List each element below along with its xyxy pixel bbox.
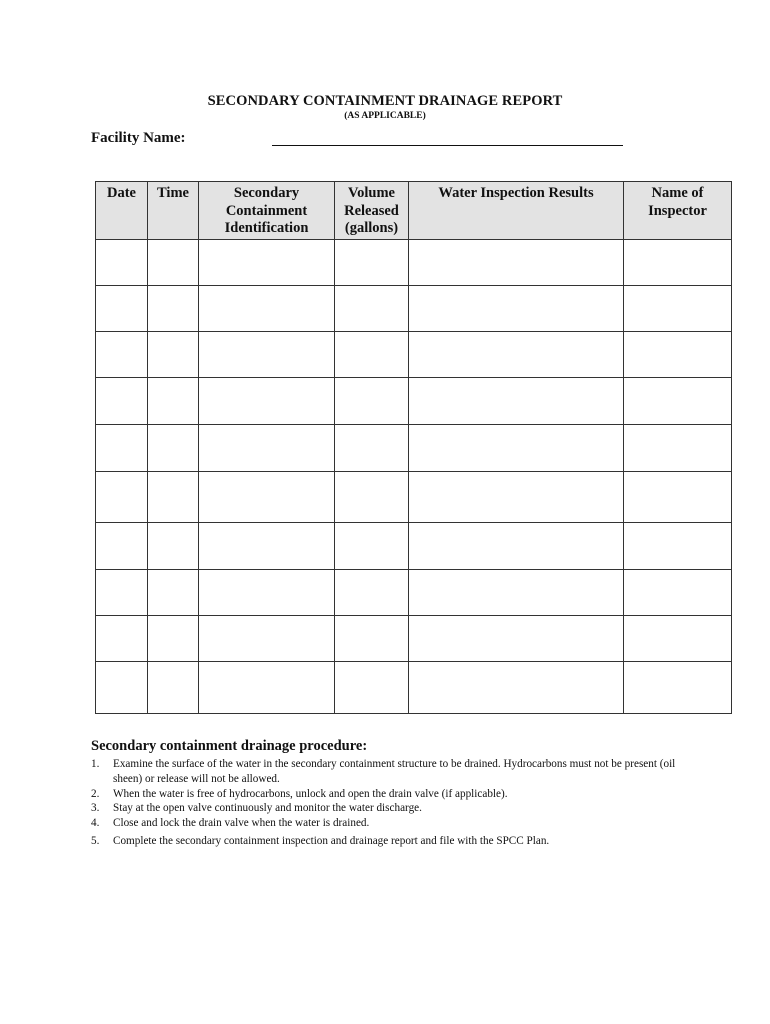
cell-volume[interactable]: [335, 240, 409, 286]
cell-containment-id[interactable]: [199, 662, 335, 714]
cell-results[interactable]: [409, 425, 624, 472]
cell-date[interactable]: [96, 472, 148, 523]
step-text: Complete the secondary containment inspection and drainage report and file with the SPCC Plan.: [113, 834, 550, 847]
step-text: Stay at the open valve continuously and monitor the water discharge.: [113, 802, 422, 815]
table-row: [96, 523, 732, 570]
cell-inspector[interactable]: [624, 523, 732, 570]
cell-volume[interactable]: [335, 662, 409, 714]
procedure-step: [91, 787, 691, 802]
procedure-section: [91, 738, 691, 849]
report-subtitle: (AS APPLICABLE): [344, 111, 426, 121]
cell-volume[interactable]: [335, 472, 409, 523]
cell-volume[interactable]: [335, 286, 409, 332]
cell-results[interactable]: [409, 332, 624, 378]
cell-volume[interactable]: [335, 570, 409, 616]
step-number: 5.: [91, 834, 100, 847]
cell-containment-id[interactable]: [199, 570, 335, 616]
cell-volume[interactable]: [335, 378, 409, 425]
column-header-date: Date: [96, 182, 148, 240]
cell-containment-id[interactable]: [199, 378, 335, 425]
cell-results[interactable]: [409, 523, 624, 570]
step-number: 1.: [91, 758, 100, 770]
cell-date[interactable]: [96, 616, 148, 662]
cell-inspector[interactable]: [624, 332, 732, 378]
cell-volume[interactable]: [335, 425, 409, 472]
cell-results[interactable]: [409, 378, 624, 425]
cell-containment-id[interactable]: [199, 240, 335, 286]
procedure-steps: [91, 757, 691, 849]
cell-inspector[interactable]: [624, 286, 732, 332]
cell-containment-id[interactable]: [199, 472, 335, 523]
table-row: [96, 472, 732, 523]
table-row: [96, 286, 732, 332]
step-number: 4.: [91, 817, 100, 830]
cell-time[interactable]: [148, 425, 199, 472]
table-row: [96, 378, 732, 425]
cell-inspector[interactable]: [624, 472, 732, 523]
step-text: When the water is free of hydrocarbons, unlock and open the drain valve (if applicable).: [113, 787, 508, 800]
cell-inspector[interactable]: [624, 378, 732, 425]
cell-results[interactable]: [409, 472, 624, 523]
cell-volume[interactable]: [335, 616, 409, 662]
cell-time[interactable]: [148, 570, 199, 616]
step-text: Examine the surface of the water in the secondary containment structure to be drained. Hydrocarbons must not be present (oil sheen) or release will not be allowed.: [113, 758, 676, 785]
cell-inspector[interactable]: [624, 662, 732, 714]
table-row: [96, 425, 732, 472]
cell-containment-id[interactable]: [199, 523, 335, 570]
table-row: [96, 616, 732, 662]
cell-time[interactable]: [148, 616, 199, 662]
procedure-step: [91, 801, 691, 816]
procedure-heading: Secondary containment drainage procedure:: [91, 738, 368, 754]
cell-containment-id[interactable]: [199, 425, 335, 472]
cell-time[interactable]: [148, 472, 199, 523]
column-header-inspector: Name of Inspector: [624, 182, 732, 240]
cell-results[interactable]: [409, 286, 624, 332]
cell-results[interactable]: [409, 570, 624, 616]
cell-time[interactable]: [148, 240, 199, 286]
report-title: SECONDARY CONTAINMENT DRAINAGE REPORT: [207, 93, 563, 109]
column-header-time: Time: [148, 182, 199, 240]
cell-time[interactable]: [148, 662, 199, 714]
cell-date[interactable]: [96, 332, 148, 378]
cell-containment-id[interactable]: [199, 332, 335, 378]
cell-time[interactable]: [148, 286, 199, 332]
cell-inspector[interactable]: [624, 425, 732, 472]
cell-inspector[interactable]: [624, 570, 732, 616]
step-text: Close and lock the drain valve when the water is drained.: [113, 817, 370, 830]
column-header-results: Water Inspection Results: [409, 182, 624, 240]
column-header-containment-id: Secondary Containment Identification: [199, 182, 335, 240]
cell-time[interactable]: [148, 523, 199, 570]
cell-time[interactable]: [148, 332, 199, 378]
table-body: [96, 240, 732, 714]
table-row: [96, 240, 732, 286]
cell-date[interactable]: [96, 570, 148, 616]
cell-containment-id[interactable]: [199, 286, 335, 332]
cell-date[interactable]: [96, 662, 148, 714]
facility-name-field[interactable]: [272, 145, 623, 146]
cell-results[interactable]: [409, 662, 624, 714]
cell-date[interactable]: [96, 286, 148, 332]
cell-date[interactable]: [96, 240, 148, 286]
cell-date[interactable]: [96, 523, 148, 570]
cell-results[interactable]: [409, 616, 624, 662]
drainage-log-table: [95, 181, 732, 714]
cell-volume[interactable]: [335, 523, 409, 570]
cell-volume[interactable]: [335, 332, 409, 378]
step-number: 2.: [91, 787, 100, 800]
table-row: [96, 570, 732, 616]
cell-results[interactable]: [409, 240, 624, 286]
table-row: [96, 332, 732, 378]
procedure-step: [91, 757, 691, 787]
table-header-row: [96, 182, 732, 240]
facility-name-label: Facility Name:: [91, 130, 186, 146]
procedure-step: [91, 834, 691, 849]
cell-containment-id[interactable]: [199, 616, 335, 662]
cell-time[interactable]: [148, 378, 199, 425]
column-header-volume: Volume Released (gallons): [335, 182, 409, 240]
cell-inspector[interactable]: [624, 616, 732, 662]
step-number: 3.: [91, 802, 100, 815]
table-row: [96, 662, 732, 714]
cell-inspector[interactable]: [624, 240, 732, 286]
procedure-step: [91, 816, 691, 831]
cell-date[interactable]: [96, 425, 148, 472]
cell-date[interactable]: [96, 378, 148, 425]
